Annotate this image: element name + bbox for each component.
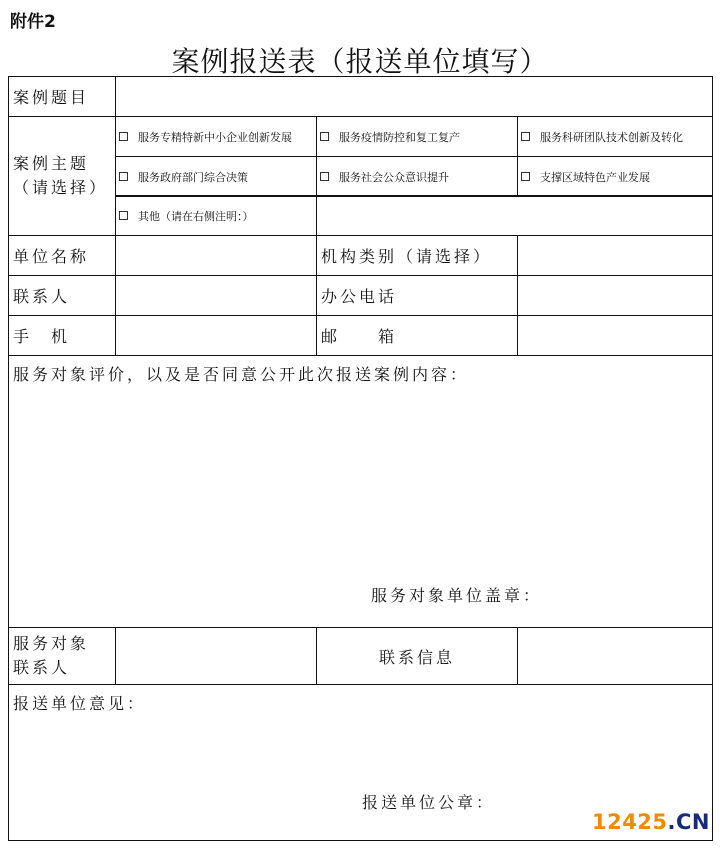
- contact-row: [8, 275, 713, 316]
- mobile-field[interactable]: [115, 315, 317, 356]
- watermark-number: 12425: [591, 810, 668, 834]
- case-theme-label-line1: 案例主题: [13, 154, 90, 173]
- theme-option[interactable]: 支撑区域特色产业发展: [517, 156, 713, 197]
- checkbox-icon[interactable]: [119, 172, 128, 181]
- theme-option[interactable]: 服务专精特新中小企业创新发展: [115, 116, 317, 157]
- theme-option[interactable]: 其他（请在右侧注明：）: [115, 195, 317, 236]
- mobile-label: 手 机: [8, 315, 116, 356]
- client-contact-field[interactable]: [115, 627, 317, 685]
- contact-info-label: 联系信息: [316, 627, 518, 685]
- case-theme-row: [8, 116, 713, 236]
- email-field[interactable]: [517, 315, 713, 356]
- theme-option[interactable]: 服务社会公众意识提升: [316, 156, 518, 197]
- checkbox-icon[interactable]: [119, 211, 128, 220]
- checkbox-icon[interactable]: [521, 172, 530, 181]
- client-contact-label-line1: 服务对象: [13, 634, 90, 653]
- checkbox-icon[interactable]: [320, 172, 329, 181]
- theme-option[interactable]: 服务疫情防控和复工复产: [316, 116, 518, 157]
- theme-other-field[interactable]: [316, 195, 713, 236]
- client-seal-label: 服务对象单位盖章：: [371, 586, 543, 605]
- contact-field[interactable]: [115, 275, 317, 316]
- org-type-label: 机构类别（请选择）: [316, 235, 518, 276]
- client-contact-label: [8, 627, 116, 685]
- case-title-row: [8, 76, 713, 117]
- mobile-row: [8, 315, 713, 356]
- checkbox-icon[interactable]: [119, 132, 128, 141]
- checkbox-icon[interactable]: [320, 132, 329, 141]
- email-label: 邮 箱: [316, 315, 518, 356]
- unit-name-field[interactable]: [115, 235, 317, 276]
- evaluation-label: 服务对象评价，以及是否同意公开此次报送案例内容：: [13, 365, 470, 384]
- checkbox-icon[interactable]: [521, 132, 530, 141]
- office-phone-field[interactable]: [517, 275, 713, 316]
- office-phone-label: 办公电话: [316, 275, 518, 316]
- client-contact-label-line2: 联系人: [13, 658, 71, 677]
- unit-name-row: [8, 235, 713, 276]
- contact-info-field[interactable]: [517, 627, 713, 685]
- unit-name-label: 单位名称: [8, 235, 116, 276]
- client-contact-row: [8, 627, 713, 685]
- opinion-label: 报送单位意见：: [13, 694, 147, 713]
- unit-seal-label: 报送单位公章：: [362, 793, 496, 812]
- case-theme-label: [8, 116, 116, 236]
- case-title-field[interactable]: [115, 76, 713, 117]
- case-theme-label-line2: （请选择）: [13, 178, 109, 197]
- watermark-domain: .CN: [667, 810, 710, 834]
- watermark-logo: [592, 810, 710, 834]
- evaluation-row: [8, 355, 713, 628]
- theme-option[interactable]: 服务政府部门综合决策: [115, 156, 317, 197]
- page-title: 案例报送表（报送单位填写）: [171, 45, 549, 78]
- contact-label: 联系人: [8, 275, 116, 316]
- attachment-label: 附件2: [10, 12, 56, 32]
- theme-option[interactable]: 服务科研团队技术创新及转化: [517, 116, 713, 157]
- case-title-label: 案例题目: [8, 76, 116, 117]
- evaluation-field[interactable]: [8, 355, 713, 628]
- org-type-field[interactable]: [517, 235, 713, 276]
